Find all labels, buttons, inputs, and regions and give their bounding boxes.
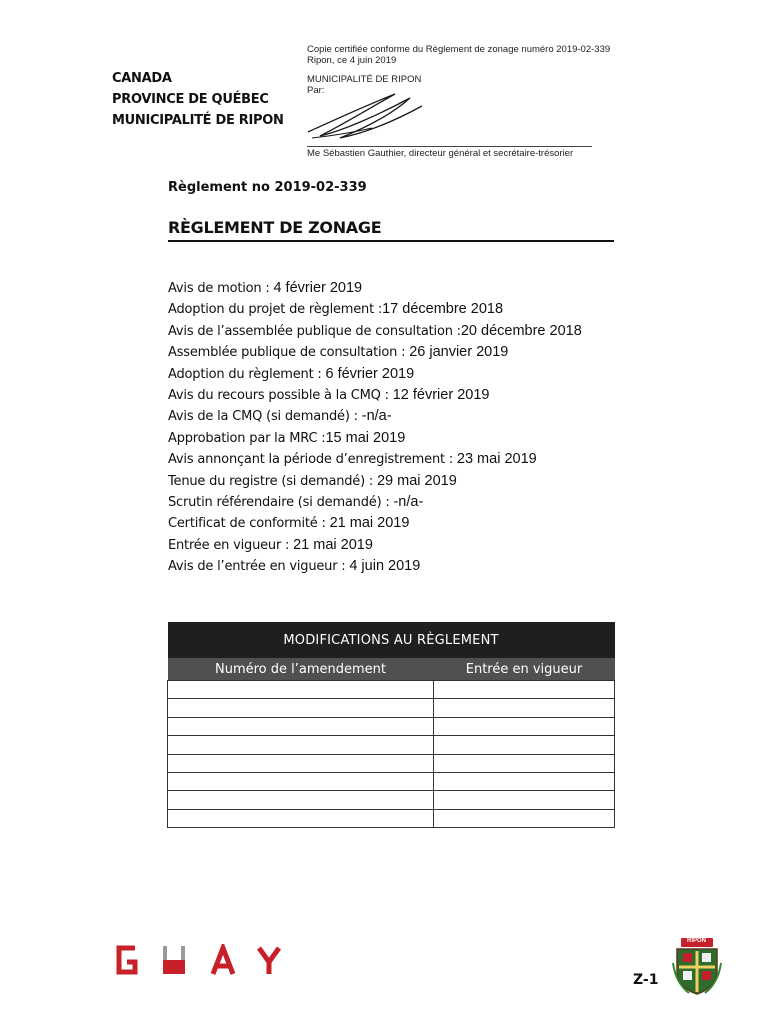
table-row bbox=[168, 754, 615, 772]
certification-line-1: Copie certifiée conforme du Règlement de zonage numéro 2019-02-339 bbox=[307, 44, 611, 55]
certification-by: Par: bbox=[307, 85, 325, 96]
table-cell bbox=[168, 681, 434, 699]
table-row bbox=[168, 717, 615, 735]
modifications-table bbox=[167, 622, 615, 828]
modifications-title: MODIFICATIONS AU RÈGLEMENT bbox=[168, 622, 615, 658]
jurisdiction-header bbox=[112, 68, 284, 131]
signer-name: Me Sébastien Gauthier, directeur général et secrétaire-trésorier bbox=[307, 148, 574, 159]
table-cell bbox=[434, 809, 615, 827]
date-row: Avis de motion : 4 février 2019 bbox=[168, 280, 363, 296]
table-row bbox=[168, 736, 615, 754]
date-row: Assemblée publique de consultation : 26 janvier 2019 bbox=[168, 344, 509, 361]
date-row: Adoption du règlement : 6 février 2019 bbox=[168, 365, 415, 382]
date-row: Tenue du registre (si demandé) : 29 mai 2019 bbox=[168, 472, 457, 489]
certification-text bbox=[307, 44, 610, 66]
table-cell bbox=[434, 736, 615, 754]
table-cell bbox=[168, 736, 434, 754]
table-cell bbox=[168, 717, 434, 735]
date-row: Avis du recours possible à la CMQ : 12 février 2019 bbox=[168, 386, 490, 403]
title-divider bbox=[168, 240, 614, 242]
regulation-number: Règlement no 2019-02-339 bbox=[168, 180, 367, 195]
certification-municipality-name: MUNICIPALITÉ DE RIPON bbox=[307, 74, 422, 85]
table-cell bbox=[168, 791, 434, 809]
province: PROVINCE DE QUÉBEC bbox=[112, 92, 269, 107]
municipality: MUNICIPALITÉ DE RIPON bbox=[112, 113, 284, 128]
table-cell bbox=[434, 681, 615, 699]
country: CANADA bbox=[112, 71, 172, 86]
date-row: Avis de l’entrée en vigueur : 4 juin 2019 bbox=[168, 558, 421, 575]
certification-line-2: Ripon, ce 4 juin 2019 bbox=[307, 55, 397, 66]
table-cell bbox=[168, 772, 434, 790]
crest-label: RIPON bbox=[687, 938, 707, 944]
table-cell bbox=[434, 791, 615, 809]
guay-logo bbox=[113, 944, 283, 976]
date-row: Approbation par la MRC :15 mai 2019 bbox=[168, 429, 406, 446]
date-row: Adoption du projet de règlement :17 décembre 2018 bbox=[168, 301, 504, 318]
date-row: Avis de la CMQ (si demandé) : -n/a- bbox=[168, 408, 392, 425]
page-number: Z-1 bbox=[633, 972, 659, 988]
table-row bbox=[168, 699, 615, 717]
table-cell bbox=[168, 699, 434, 717]
date-row: Entrée en vigueur : 21 mai 2019 bbox=[168, 536, 373, 553]
ripon-crest bbox=[671, 937, 723, 1000]
table-cell bbox=[168, 754, 434, 772]
table-cell bbox=[434, 699, 615, 717]
table-row bbox=[168, 681, 615, 699]
signature bbox=[300, 86, 430, 146]
signature-line bbox=[307, 146, 592, 147]
date-row: Avis annonçant la période d’enregistrement : 23 mai 2019 bbox=[168, 451, 537, 468]
date-row: Scrutin référendaire (si demandé) : -n/a- bbox=[168, 493, 424, 510]
table-row bbox=[168, 791, 615, 809]
regulation-title: RÈGLEMENT DE ZONAGE bbox=[168, 218, 382, 237]
column-header-effective: Entrée en vigueur bbox=[434, 658, 615, 681]
date-row: Certificat de conformité : 21 mai 2019 bbox=[168, 515, 410, 532]
table-cell bbox=[168, 809, 434, 827]
table-cell bbox=[434, 754, 615, 772]
table-row bbox=[168, 772, 615, 790]
column-header-amendment: Numéro de l’amendement bbox=[168, 658, 434, 681]
dates-list bbox=[168, 279, 582, 578]
table-row bbox=[168, 809, 615, 827]
table-cell bbox=[434, 717, 615, 735]
table-cell bbox=[434, 772, 615, 790]
crest-icon bbox=[671, 937, 723, 995]
date-row: Avis de l’assemblée publique de consultation :20 décembre 2018 bbox=[168, 322, 582, 339]
